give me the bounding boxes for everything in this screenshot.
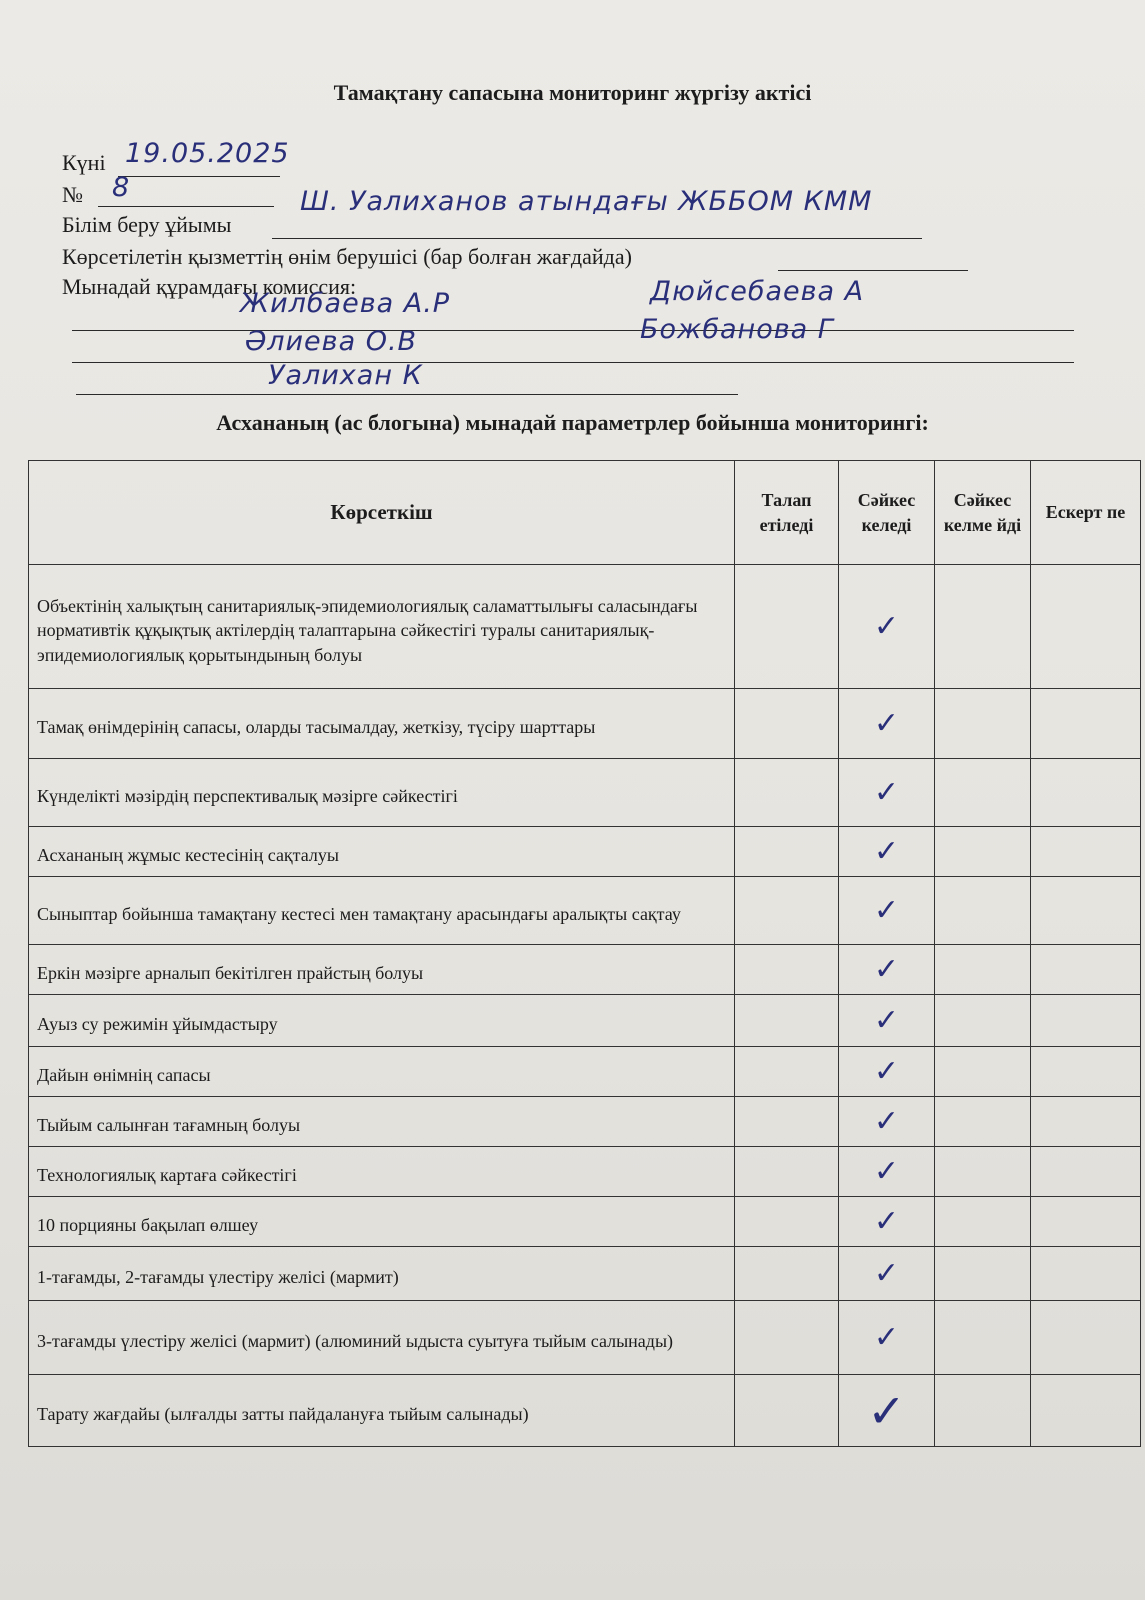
check-mark-icon: ✓	[873, 705, 900, 741]
note-cell	[1031, 827, 1141, 877]
table-row	[29, 1147, 1141, 1197]
table-row	[29, 1047, 1141, 1097]
table-row	[29, 565, 1141, 689]
required-cell	[735, 1197, 839, 1247]
indicator-cell: 10 порцияны бақылап өлшеу	[29, 1197, 735, 1247]
check-mark-icon: ✓	[867, 1383, 906, 1438]
number-value: 8	[112, 172, 131, 203]
header-note: Ескерт пе	[1031, 461, 1141, 565]
table-row	[29, 1301, 1141, 1375]
commission-label: Мынадай құрамдағы комиссия:	[62, 274, 357, 299]
compliant-cell	[839, 759, 935, 827]
required-cell	[735, 759, 839, 827]
required-cell	[735, 689, 839, 759]
check-mark-icon: ✓	[873, 951, 900, 987]
noncompliant-cell	[935, 945, 1031, 995]
compliant-cell	[839, 945, 935, 995]
note-cell	[1031, 945, 1141, 995]
note-cell	[1031, 565, 1141, 689]
note-cell	[1031, 877, 1141, 945]
date-underline	[118, 176, 280, 177]
table-row	[29, 827, 1141, 877]
check-mark-icon: ✓	[873, 833, 900, 869]
noncompliant-cell	[935, 1147, 1031, 1197]
noncompliant-cell	[935, 1247, 1031, 1301]
noncompliant-cell	[935, 877, 1031, 945]
check-mark-icon: ✓	[873, 1002, 900, 1038]
check-mark-icon: ✓	[873, 1053, 900, 1089]
indicator-cell: Ауыз су режимін ұйымдастыру	[29, 995, 735, 1047]
note-cell	[1031, 1247, 1141, 1301]
commission-line-3	[76, 394, 738, 395]
org-label: Білім беру ұйымы	[62, 212, 232, 237]
noncompliant-cell	[935, 1097, 1031, 1147]
header-required: Талап етіледі	[735, 461, 839, 565]
table-row	[29, 689, 1141, 759]
table-row	[29, 1197, 1141, 1247]
indicator-cell: 1-тағамды, 2-тағамды үлестіру желісі (мармит)	[29, 1247, 735, 1301]
indicator-cell: Тамақ өнімдерінің сапасы, оларды тасымалдау, жеткізу, түсіру шарттары	[29, 689, 735, 759]
date-label: Күні	[62, 150, 106, 175]
note-cell	[1031, 1197, 1141, 1247]
required-cell	[735, 1047, 839, 1097]
indicator-cell: Дайын өнімнің сапасы	[29, 1047, 735, 1097]
compliant-cell	[839, 1097, 935, 1147]
commission-line-1	[72, 330, 1074, 331]
indicator-cell: Еркін мәзірге арналып бекітілген прайстың болуы	[29, 945, 735, 995]
compliant-cell	[839, 827, 935, 877]
number-label: №	[62, 182, 83, 207]
section-title: Асхананың (ас блогына) мынадай параметрлер бойынша мониторингі:	[216, 410, 929, 435]
note-cell	[1031, 1147, 1141, 1197]
table-row	[29, 759, 1141, 827]
compliant-cell	[839, 1247, 935, 1301]
check-mark-icon: ✓	[873, 774, 900, 810]
table-row	[29, 1247, 1141, 1301]
compliant-cell	[839, 1375, 935, 1447]
note-cell	[1031, 1301, 1141, 1375]
noncompliant-cell	[935, 1047, 1031, 1097]
compliant-cell	[839, 1047, 935, 1097]
noncompliant-cell	[935, 565, 1031, 689]
indicator-cell: Технологиялық картаға сәйкестігі	[29, 1147, 735, 1197]
noncompliant-cell	[935, 689, 1031, 759]
indicator-cell: 3-тағамды үлестіру желісі (мармит) (алюминий ыдыста суытуға тыйым салынады)	[29, 1301, 735, 1375]
noncompliant-cell	[935, 1301, 1031, 1375]
compliant-cell	[839, 1301, 935, 1375]
indicator-cell: Күнделікті мәзірдің перспективалық мәзірге сәйкестігі	[29, 759, 735, 827]
date-value: 19.05.2025	[125, 138, 290, 169]
provider-label: Көрсетілетін қызметтің өнім берушісі (бар болған жағдайда)	[62, 244, 632, 269]
org-underline	[272, 238, 922, 239]
required-cell	[735, 877, 839, 945]
note-cell	[1031, 759, 1141, 827]
check-mark-icon: ✓	[873, 1255, 900, 1291]
table-row	[29, 877, 1141, 945]
provider-underline	[778, 270, 968, 271]
required-cell	[735, 1247, 839, 1301]
table-row	[29, 1375, 1141, 1447]
required-cell	[735, 995, 839, 1047]
org-value: Ш. Уалиханов атындағы ЖББОМ КММ	[300, 186, 873, 217]
header-compliant: Сәйкес келеді	[839, 461, 935, 565]
check-mark-icon: ✓	[873, 1153, 900, 1189]
commission-member: Жилбаева А.Р	[240, 288, 451, 319]
compliant-cell	[839, 565, 935, 689]
commission-member: Божбанова Г	[640, 314, 834, 345]
table-header-row	[29, 461, 1141, 565]
noncompliant-cell	[935, 1375, 1031, 1447]
commission-member: Уалихан К	[268, 360, 423, 391]
required-cell	[735, 945, 839, 995]
check-mark-icon: ✓	[873, 1319, 900, 1355]
table-row	[29, 1097, 1141, 1147]
required-cell	[735, 565, 839, 689]
indicator-cell: Асхананың жұмыс кестесінің сақталуы	[29, 827, 735, 877]
check-mark-icon: ✓	[873, 892, 900, 928]
indicator-cell: Тарату жағдайы (ылғалды затты пайдалануға тыйым салынады)	[29, 1375, 735, 1447]
table-row	[29, 995, 1141, 1047]
compliant-cell	[839, 995, 935, 1047]
compliant-cell	[839, 1197, 935, 1247]
commission-member: Дюйсебаева А	[650, 276, 865, 307]
monitoring-table	[28, 460, 1141, 1447]
header-indicator: Көрсеткіш	[29, 461, 735, 565]
required-cell	[735, 1147, 839, 1197]
required-cell	[735, 1097, 839, 1147]
table-row	[29, 945, 1141, 995]
commission-line-2	[72, 362, 1074, 363]
noncompliant-cell	[935, 1197, 1031, 1247]
required-cell	[735, 1301, 839, 1375]
required-cell	[735, 827, 839, 877]
note-cell	[1031, 689, 1141, 759]
note-cell	[1031, 1097, 1141, 1147]
compliant-cell	[839, 689, 935, 759]
indicator-cell: Сыныптар бойынша тамақтану кестесі мен тамақтану арасындағы аралықты сақтау	[29, 877, 735, 945]
check-mark-icon: ✓	[873, 1103, 900, 1139]
header-noncompliant: Сәйкес келме йді	[935, 461, 1031, 565]
commission-member: Әлиева О.В	[245, 326, 418, 357]
indicator-cell: Тыйым салынған тағамның болуы	[29, 1097, 735, 1147]
indicator-cell: Объектінің халықтың санитариялық-эпидемиологиялық саламаттылығы саласындағы нормативтік құқықтық актілердің талаптарына сәйкестігі туралы санитариялық-эпидемиологиялық қорытындының болуы	[29, 565, 735, 689]
note-cell	[1031, 1047, 1141, 1097]
noncompliant-cell	[935, 995, 1031, 1047]
noncompliant-cell	[935, 759, 1031, 827]
check-mark-icon: ✓	[873, 608, 900, 644]
document-title: Тамақтану сапасына мониторинг жүргізу актісі	[333, 80, 812, 105]
required-cell	[735, 1375, 839, 1447]
compliant-cell	[839, 877, 935, 945]
note-cell	[1031, 1375, 1141, 1447]
check-mark-icon: ✓	[873, 1203, 900, 1239]
note-cell	[1031, 995, 1141, 1047]
noncompliant-cell	[935, 827, 1031, 877]
number-underline	[98, 206, 274, 207]
compliant-cell	[839, 1147, 935, 1197]
